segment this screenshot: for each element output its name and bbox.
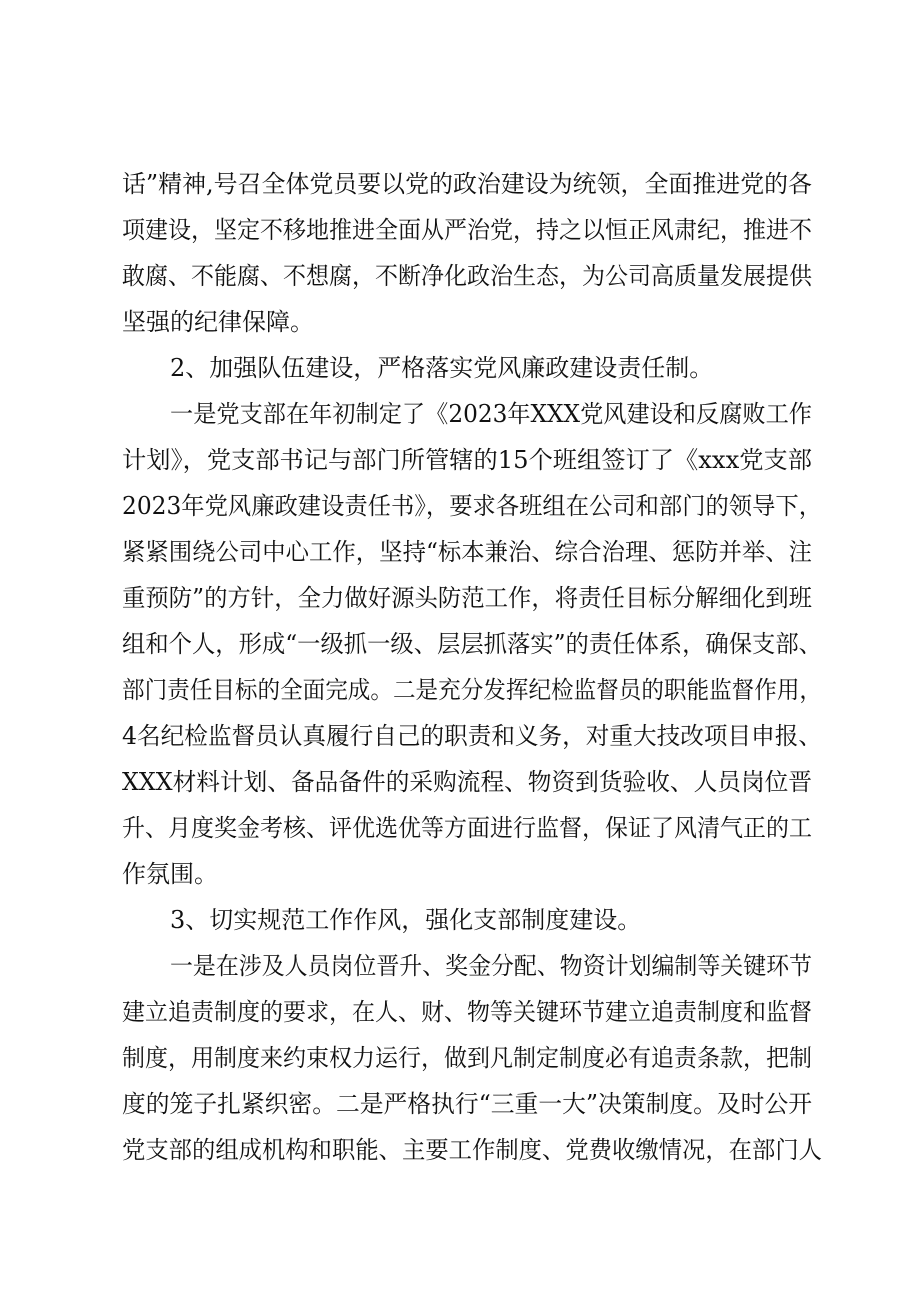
text-line-content: 建立追责制度的要求，在人、财、物等关键环节建立追责制度和监督 [122, 998, 812, 1026]
text-line [0, 256, 920, 296]
text-line [0, 992, 920, 1032]
text-line [0, 210, 920, 250]
text-line-content: 组和个人，形成“一级抓一级、层层抓落实”的责任体系，确保支部、 [122, 630, 822, 658]
text-line-content: 重预防”的方针，全力做好源头防范工作，将责任目标分解细化到班 [122, 584, 812, 612]
text-line [0, 808, 920, 848]
text-line [0, 302, 920, 342]
text-line-content: XXX材料计划、备品备件的采购流程、物资到货验收、人员岗位晋 [122, 768, 812, 796]
section-heading-text: 3、切实规范工作作风，强化支部制度建设。 [170, 906, 642, 934]
text-line [0, 624, 920, 664]
text-line [0, 578, 920, 618]
text-line-content: 2023年党风廉政建设责任书》，要求各班组在公司和部门的领导下， [122, 492, 822, 520]
text-line [0, 1084, 920, 1124]
text-line [0, 164, 920, 204]
section-heading-text: 2、加强队伍建设，严格落实党风廉政建设责任制。 [170, 354, 714, 382]
text-line-content: 坚强的纪律保障。 [122, 308, 314, 336]
text-line-content: 话”精神,号召全体党员要以党的政治建设为统领，全面推进党的各 [122, 170, 812, 198]
text-line-content: 敢腐、不能腐、不想腐，不断净化政治生态，为公司高质量发展提供 [122, 262, 812, 290]
text-line-content: 一是在涉及人员岗位晋升、奖金分配、物资计划编制等关键环节 [170, 952, 812, 980]
text-line-content: 4名纪检监督员认真履行自己的职责和义务，对重大技改项目申报、 [122, 722, 822, 750]
text-line-content: 计划》，党支部书记与部门所管辖的15个班组签订了《xxx党支部 [122, 446, 812, 474]
section-heading [0, 900, 920, 940]
text-line-content: 制度，用制度来约束权力运行，做到凡制定制度必有追责条款，把制 [122, 1044, 812, 1072]
text-line [0, 1130, 920, 1170]
text-line [0, 440, 920, 480]
text-line [0, 486, 920, 526]
text-line [0, 394, 920, 434]
text-line-content: 部门责任目标的全面完成。二是充分发挥纪检监督员的职能监督作用， [122, 676, 822, 704]
text-line [0, 946, 920, 986]
text-line-content: 作氛围。 [122, 860, 218, 888]
text-line [0, 1038, 920, 1078]
text-line-content: 党支部的组成机构和职能、主要工作制度、党费收缴情况，在部门人 [122, 1136, 822, 1164]
text-line-content: 项建设，坚定不移地推进全面从严治党，持之以恒正风肃纪，推进不 [122, 216, 812, 244]
text-line-content: 一是党支部在年初制定了《2023年XXX党风建设和反腐败工作 [170, 400, 812, 428]
text-line [0, 854, 920, 894]
text-line-content: 紧紧围绕公司中心工作，坚持“标本兼治、综合治理、惩防并举、注 [122, 538, 812, 566]
text-line-content: 升、月度奖金考核、评优选优等方面进行监督，保证了风清气正的工 [122, 814, 812, 842]
text-line [0, 670, 920, 710]
section-heading [0, 348, 920, 388]
text-line [0, 532, 920, 572]
text-line [0, 762, 920, 802]
text-line [0, 716, 920, 756]
text-line-content: 度的笼子扎紧织密。二是严格执行“三重一大”决策制度。及时公开 [122, 1090, 812, 1118]
